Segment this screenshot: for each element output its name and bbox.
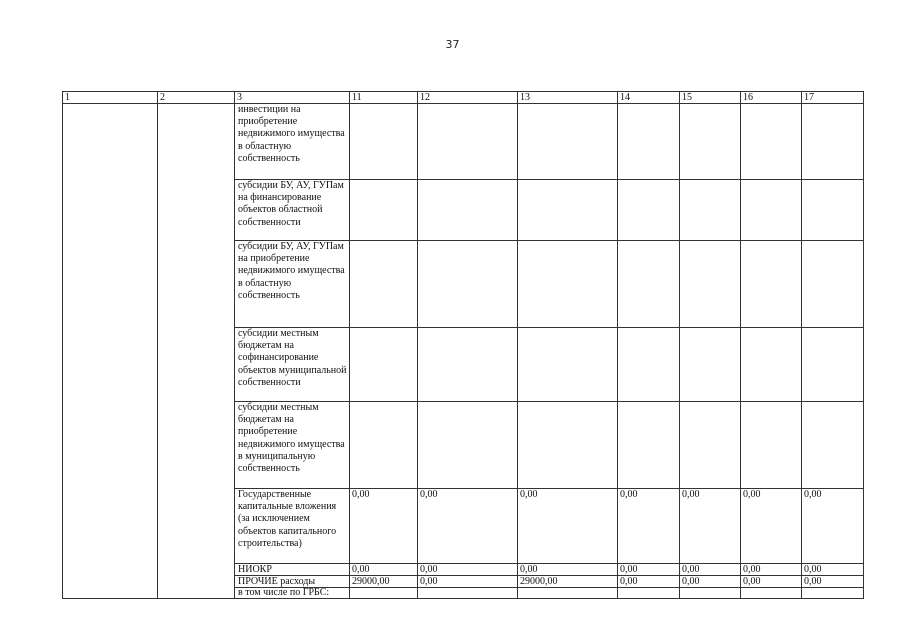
value-cell [518, 241, 618, 328]
value-cell [618, 104, 680, 180]
value-cell: 0,00 [802, 564, 864, 576]
value-cell: 29000,00 [350, 576, 418, 588]
column-header: 12 [418, 92, 518, 104]
value-cell [741, 241, 802, 328]
value-cell: 0,00 [741, 489, 802, 564]
column-header: 15 [680, 92, 741, 104]
value-cell: 0,00 [680, 564, 741, 576]
column-header: 2 [158, 92, 235, 104]
column-header: 17 [802, 92, 864, 104]
value-cell [741, 180, 802, 241]
column-header: 3 [235, 92, 350, 104]
value-cell [350, 402, 418, 489]
budget-table [62, 91, 864, 599]
value-cell [350, 241, 418, 328]
value-cell [680, 328, 741, 402]
col2-merged-cell [158, 104, 235, 599]
value-cell [802, 328, 864, 402]
value-cell: 0,00 [741, 564, 802, 576]
value-cell [741, 104, 802, 180]
value-cell [350, 180, 418, 241]
row-label: Государственные капитальные вложения (за исключением объектов капитального строительства) [235, 489, 350, 564]
value-cell: 0,00 [802, 576, 864, 588]
row-label: субсидии местным бюджетам на софинансирование объектов муниципальной собственности [235, 328, 350, 402]
value-cell [680, 402, 741, 489]
value-cell [680, 180, 741, 241]
value-cell: 0,00 [350, 564, 418, 576]
value-cell [802, 180, 864, 241]
column-header: 11 [350, 92, 418, 104]
value-cell [618, 328, 680, 402]
column-header: 1 [63, 92, 158, 104]
table-row [63, 104, 864, 180]
value-cell [680, 588, 741, 599]
value-cell [741, 328, 802, 402]
row-label: субсидии местным бюджетам на приобретение недвижимого имущества в муниципальную собственность [235, 402, 350, 489]
column-header: 13 [518, 92, 618, 104]
value-cell: 0,00 [418, 576, 518, 588]
row-label: субсидии БУ, АУ, ГУПам на финансирование объектов областной собственности [235, 180, 350, 241]
row-label: НИОКР [235, 564, 350, 576]
value-cell: 0,00 [802, 489, 864, 564]
value-cell: 0,00 [618, 564, 680, 576]
value-cell [741, 588, 802, 599]
value-cell [802, 104, 864, 180]
col1-merged-cell [63, 104, 158, 599]
value-cell [418, 104, 518, 180]
value-cell: 29000,00 [518, 576, 618, 588]
page-number: 37 [445, 38, 460, 51]
value-cell [802, 241, 864, 328]
value-cell [618, 402, 680, 489]
value-cell [418, 180, 518, 241]
value-cell: 0,00 [680, 489, 741, 564]
value-cell [518, 104, 618, 180]
value-cell: 0,00 [680, 576, 741, 588]
value-cell [518, 402, 618, 489]
table-header-row [63, 92, 864, 104]
row-label: в том числе по ГРБС: [235, 588, 350, 599]
value-cell [618, 588, 680, 599]
column-header: 14 [618, 92, 680, 104]
value-cell: 0,00 [418, 564, 518, 576]
value-cell [741, 402, 802, 489]
value-cell [518, 328, 618, 402]
value-cell: 0,00 [618, 489, 680, 564]
value-cell [618, 180, 680, 241]
value-cell [418, 588, 518, 599]
value-cell [518, 180, 618, 241]
value-cell: 0,00 [418, 489, 518, 564]
value-cell: 0,00 [741, 576, 802, 588]
value-cell: 0,00 [350, 489, 418, 564]
column-header: 16 [741, 92, 802, 104]
value-cell [350, 588, 418, 599]
value-cell [418, 402, 518, 489]
value-cell [518, 588, 618, 599]
value-cell: 0,00 [618, 576, 680, 588]
value-cell [350, 104, 418, 180]
value-cell [802, 588, 864, 599]
row-label: ПРОЧИЕ расходы [235, 576, 350, 588]
value-cell: 0,00 [518, 489, 618, 564]
row-label: инвестиции на приобретение недвижимого имущества в областную собственность [235, 104, 350, 180]
value-cell [350, 328, 418, 402]
value-cell [418, 241, 518, 328]
value-cell [680, 104, 741, 180]
row-label: субсидии БУ, АУ, ГУПам на приобретение недвижимого имущества в областную собственность [235, 241, 350, 328]
value-cell: 0,00 [518, 564, 618, 576]
value-cell [680, 241, 741, 328]
value-cell [618, 241, 680, 328]
value-cell [418, 328, 518, 402]
value-cell [802, 402, 864, 489]
